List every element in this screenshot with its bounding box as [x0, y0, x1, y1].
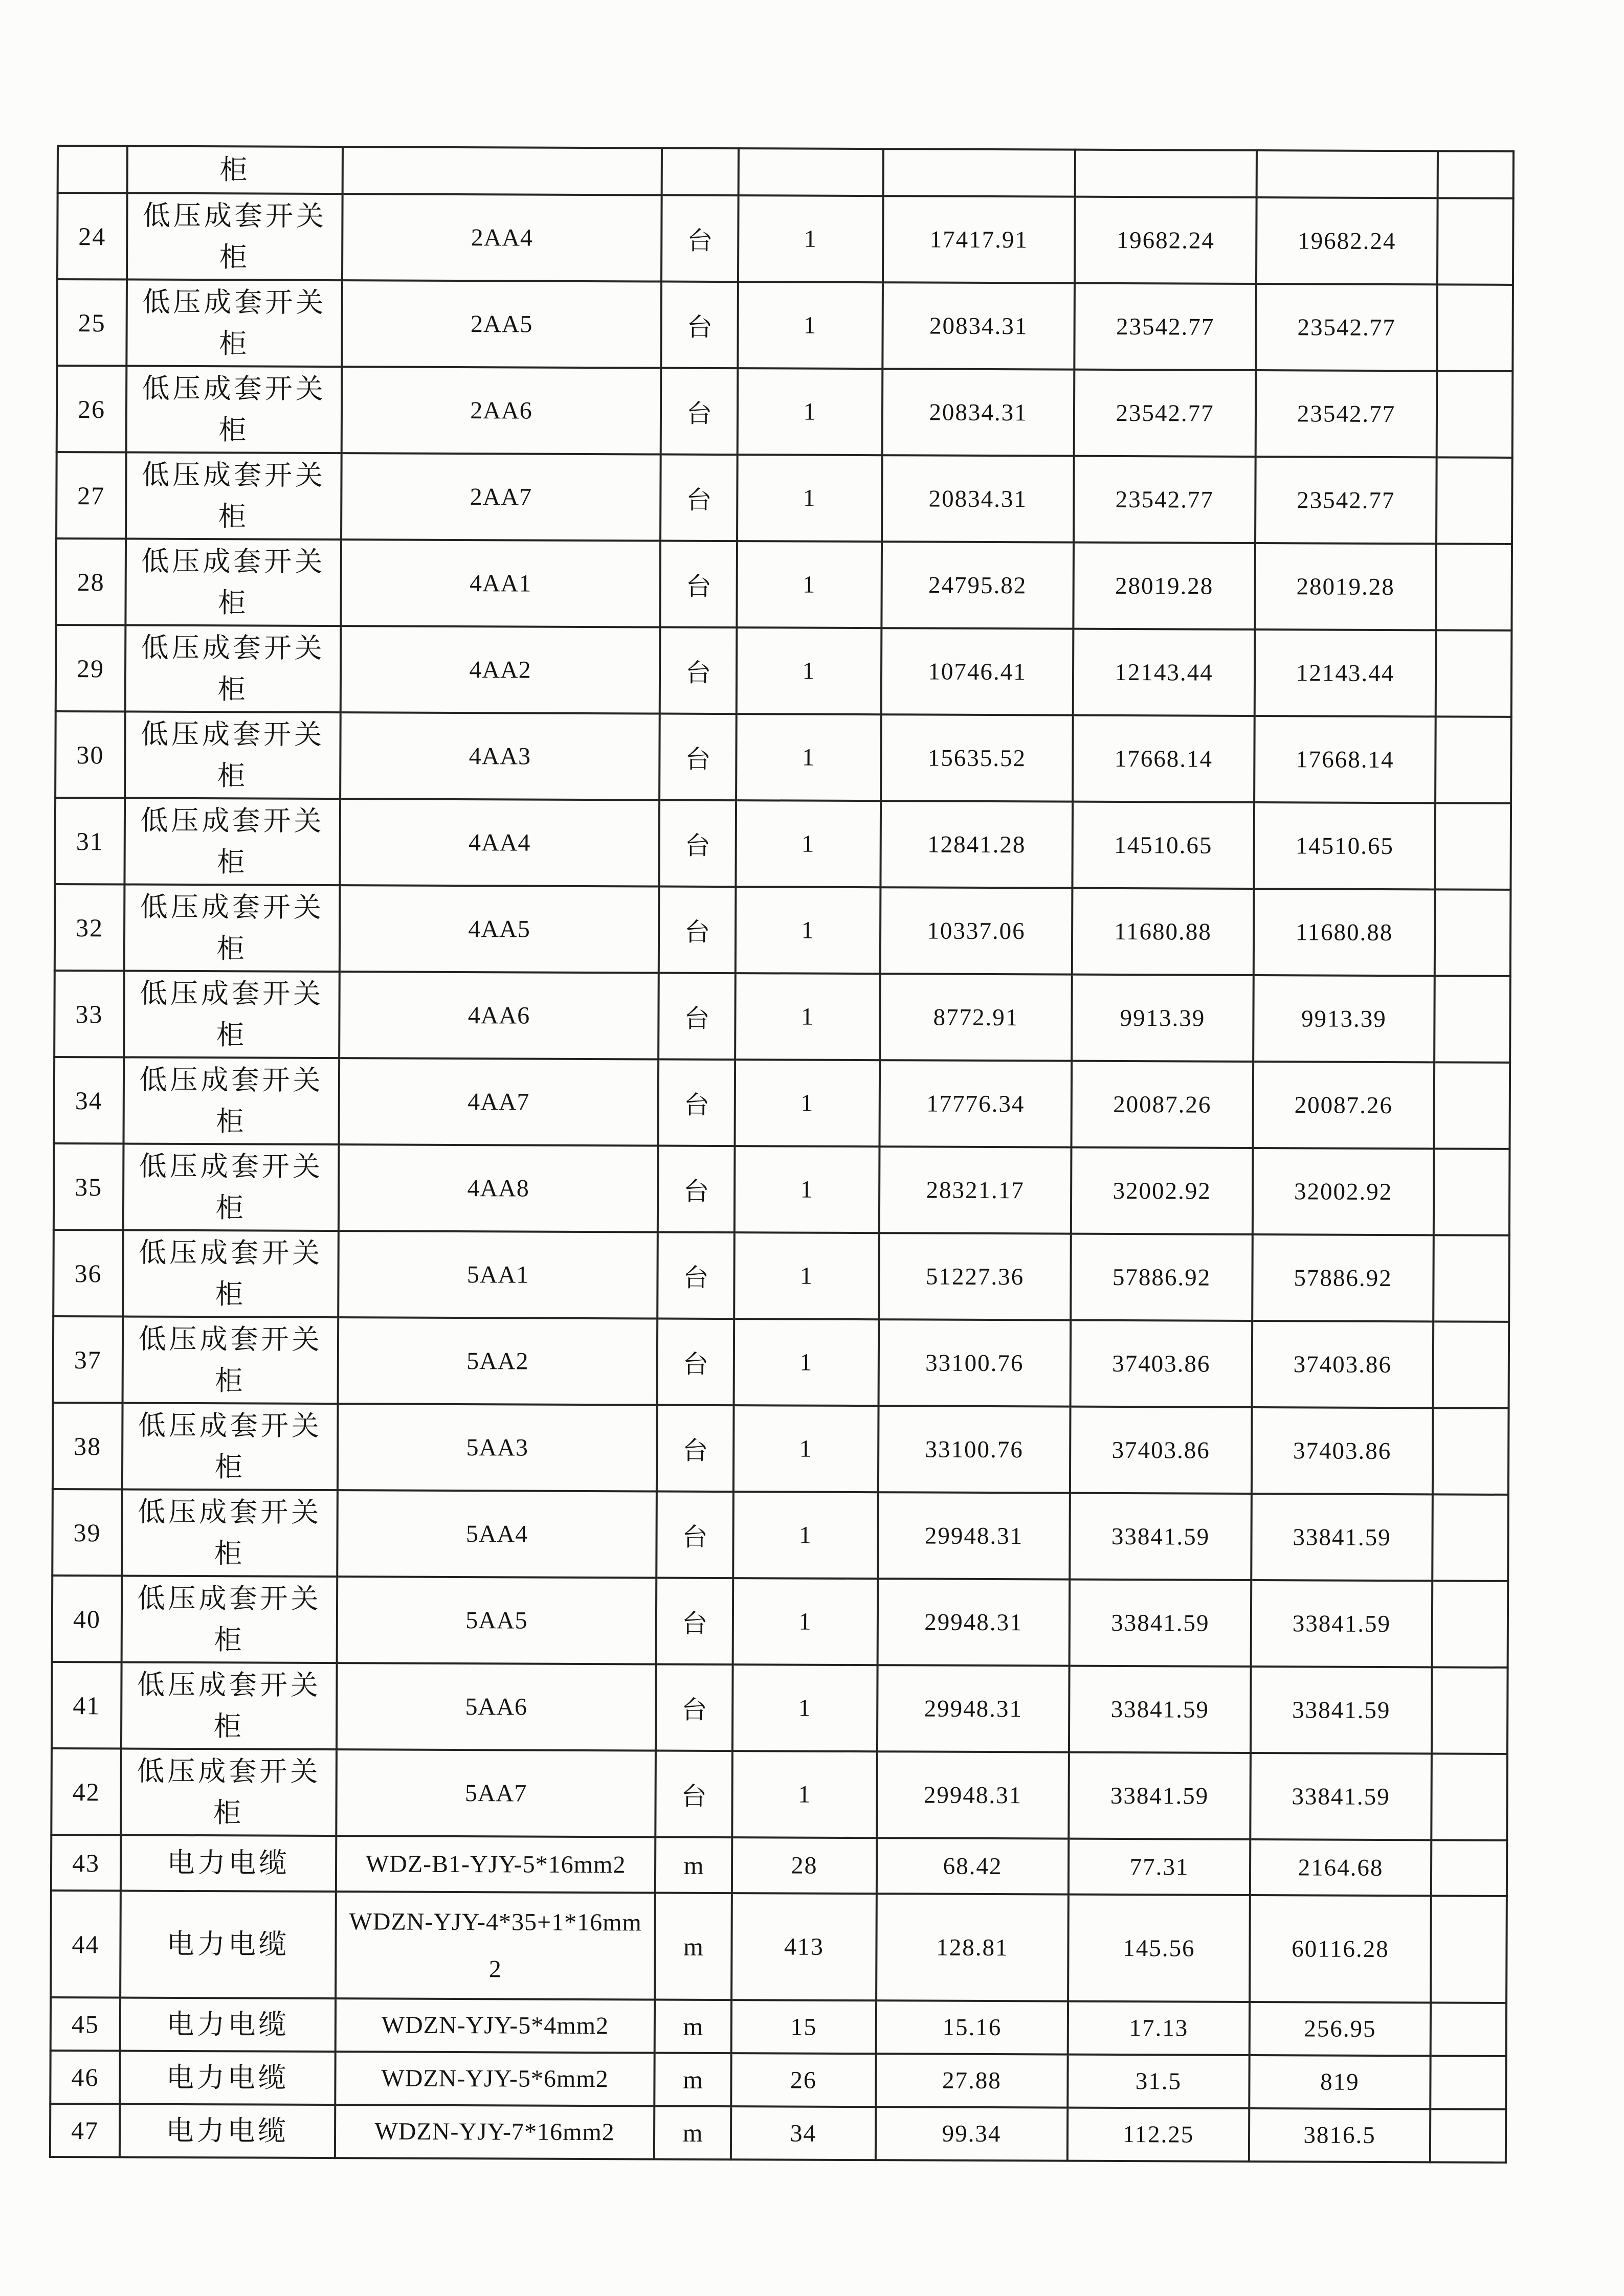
cell-unit-price: 128.81	[876, 1894, 1069, 2001]
cell-item-name: 低压成套开关 柜	[125, 712, 341, 799]
cell-unit-price: 24795.82	[881, 542, 1074, 628]
cell-amount: 3816.5	[1249, 2108, 1430, 2162]
cell-amount: 57886.92	[1252, 1234, 1434, 1321]
cell-seq: 37	[53, 1316, 123, 1403]
cell-price: 23542.77	[1074, 283, 1256, 370]
table-row	[55, 798, 1511, 890]
cell-model: 5AA5	[337, 1577, 657, 1664]
cell-seq: 46	[50, 2051, 120, 2104]
cell-qty: 1	[736, 714, 881, 801]
cell-seq: 39	[52, 1489, 122, 1576]
cell-unit: m	[655, 1893, 732, 2000]
cell-seq: 45	[51, 1997, 120, 2051]
cell-price: 23542.77	[1074, 456, 1256, 543]
cell-qty: 1	[735, 1060, 880, 1146]
cell-note	[1432, 1581, 1508, 1668]
cell-unit-price: 20834.31	[882, 369, 1075, 456]
table-row	[53, 1230, 1509, 1322]
cell-item-name: 低压成套开关 柜	[122, 1576, 338, 1663]
cell-seq: 24	[57, 193, 127, 280]
table-row	[50, 2051, 1506, 2109]
cell-qty: 1	[736, 800, 881, 887]
cell-item-name: 低压成套开关 柜	[123, 1317, 339, 1404]
cell-amount: 2164.68	[1250, 1839, 1431, 1896]
cell-item-name: 低压成套开关 柜	[126, 280, 342, 367]
cell-seq: 36	[53, 1230, 123, 1317]
cell-price	[1075, 150, 1257, 197]
cell-model: 5AA2	[338, 1317, 658, 1405]
cell-model: WDZN-YJY-4*35+1*16mm 2	[336, 1892, 655, 1999]
table-row	[51, 1835, 1507, 1896]
cell-amount: 12143.44	[1255, 629, 1436, 716]
cell-unit-price: 20834.31	[882, 455, 1074, 542]
cell-amount: 23542.77	[1256, 284, 1437, 371]
cell-unit-price: 68.42	[877, 1838, 1069, 1894]
cell-note	[1434, 1062, 1510, 1149]
table-row	[53, 1316, 1509, 1408]
cell-amount: 14510.65	[1254, 802, 1435, 889]
cell-unit: 台	[659, 887, 736, 974]
cell-amount: 37403.86	[1252, 1321, 1434, 1408]
cell-item-name: 低压成套开关 柜	[124, 1057, 340, 1145]
cell-unit: 台	[656, 1578, 733, 1665]
cell-seq: 28	[56, 538, 126, 625]
cell-price: 77.31	[1069, 1839, 1250, 1895]
cell-unit: m	[655, 1837, 732, 1894]
cell-qty: 26	[731, 2053, 876, 2107]
cell-seq: 25	[57, 279, 127, 366]
cell-seq: 26	[57, 366, 127, 453]
cell-note	[1437, 371, 1513, 458]
cell-model: 2AA5	[342, 280, 661, 368]
cell-qty: 1	[734, 1319, 879, 1406]
cell-unit-price: 17417.91	[883, 196, 1075, 283]
cell-note	[1434, 976, 1510, 1063]
cell-model: 5AA4	[337, 1490, 657, 1578]
table-row	[56, 452, 1512, 544]
cell-unit-price	[883, 149, 1075, 196]
boq-table	[49, 145, 1515, 2164]
cell-qty: 1	[735, 973, 880, 1060]
cell-amount	[1257, 150, 1438, 198]
table-row	[55, 711, 1511, 803]
boq-table-body	[50, 146, 1514, 2163]
cell-seq: 44	[51, 1890, 121, 1998]
table-row	[54, 971, 1510, 1063]
table-row	[50, 2104, 1506, 2163]
cell-unit-price: 99.34	[876, 2107, 1067, 2160]
table-row-carryover	[58, 146, 1514, 198]
cell-unit-price: 20834.31	[882, 282, 1075, 369]
cell-qty: 1	[738, 195, 883, 282]
cell-unit-price: 17776.34	[879, 1060, 1072, 1147]
cell-unit: 台	[655, 1751, 732, 1838]
table-row	[51, 1748, 1507, 1840]
cell-item-name: 低压成套开关 柜	[125, 625, 341, 713]
cell-amount: 23542.77	[1256, 370, 1437, 457]
cell-model: WDZ-B1-YJY-5*16mm2	[336, 1836, 655, 1893]
cell-unit: 台	[656, 1664, 733, 1751]
cell-amount: 33841.59	[1250, 1753, 1432, 1840]
cell-seq: 34	[54, 1057, 124, 1144]
cell-seq: 32	[55, 884, 125, 971]
cell-unit-price: 12841.28	[880, 801, 1073, 888]
cell-note	[1433, 1235, 1509, 1322]
cell-unit: 台	[657, 1232, 735, 1319]
cell-amount: 17668.14	[1254, 716, 1436, 803]
cell-note	[1437, 284, 1513, 371]
cell-qty: 1	[733, 1492, 878, 1579]
table-row	[54, 1143, 1510, 1235]
cell-model: 4AA4	[340, 799, 659, 886]
cell-note	[1432, 1667, 1508, 1754]
cell-item-name: 柜	[127, 146, 343, 194]
cell-note	[1431, 1840, 1507, 1896]
cell-item-name: 低压成套开关 柜	[122, 1490, 338, 1577]
cell-note	[1431, 1753, 1507, 1840]
cell-model: 4AA3	[340, 712, 660, 800]
cell-note	[1437, 198, 1514, 285]
cell-unit-price: 51227.36	[879, 1233, 1071, 1320]
cell-unit-price: 29948.31	[878, 1492, 1070, 1579]
cell-unit: 台	[661, 195, 739, 282]
cell-unit: 台	[660, 541, 737, 628]
cell-price: 17.13	[1068, 2001, 1250, 2055]
cell-price: 9913.39	[1072, 975, 1254, 1062]
cell-qty: 1	[733, 1578, 878, 1665]
cell-unit: 台	[661, 368, 738, 455]
cell-price: 17668.14	[1073, 715, 1255, 802]
cell-qty: 1	[737, 627, 882, 714]
cell-item-name: 低压成套开关 柜	[124, 798, 340, 886]
cell-item-name: 低压成套开关 柜	[121, 1662, 337, 1750]
table-row	[51, 1997, 1506, 2056]
cell-model: 4AA7	[339, 1058, 658, 1145]
cell-model: 5AA6	[337, 1663, 656, 1750]
cell-model	[343, 147, 662, 195]
cell-unit: m	[655, 2000, 731, 2054]
cell-item-name: 低压成套开关 柜	[122, 1403, 338, 1491]
cell-item-name: 电力电缆	[120, 2104, 335, 2158]
cell-seq: 30	[55, 711, 125, 798]
cell-item-name: 低压成套开关 柜	[125, 539, 341, 626]
cell-price: 37403.86	[1071, 1320, 1253, 1407]
cell-price: 19682.24	[1075, 197, 1257, 284]
cell-model: 4AA2	[341, 626, 660, 713]
cell-model: WDZN-YJY-5*6mm2	[335, 2052, 654, 2106]
cell-amount: 60116.28	[1250, 1895, 1431, 2002]
cell-amount: 256.95	[1250, 2002, 1431, 2056]
table-row	[57, 279, 1513, 371]
cell-unit	[662, 148, 739, 196]
cell-item-name: 低压成套开关 柜	[123, 1230, 339, 1318]
cell-price: 112.25	[1067, 2108, 1249, 2162]
cell-unit-price: 15635.52	[881, 714, 1073, 801]
cell-unit: 台	[657, 1405, 734, 1492]
cell-note	[1436, 630, 1512, 717]
cell-amount: 28019.28	[1255, 543, 1436, 630]
cell-amount: 33841.59	[1251, 1580, 1433, 1667]
cell-amount: 33841.59	[1251, 1494, 1433, 1581]
table-row	[52, 1662, 1508, 1754]
cell-price: 33841.59	[1069, 1666, 1251, 1753]
cell-seq: 43	[51, 1835, 121, 1891]
cell-unit: m	[654, 2106, 731, 2160]
cell-seq: 27	[56, 452, 126, 539]
cell-qty: 1	[737, 455, 882, 542]
cell-item-name: 低压成套开关 柜	[121, 1749, 337, 1836]
cell-unit: 台	[661, 282, 738, 369]
cell-note	[1431, 2002, 1506, 2056]
cell-note	[1433, 1321, 1509, 1408]
cell-seq: 31	[55, 798, 125, 885]
cell-qty: 1	[736, 887, 881, 974]
cell-unit-price: 10337.06	[880, 887, 1073, 974]
cell-price: 57886.92	[1071, 1234, 1253, 1321]
cell-note	[1436, 544, 1512, 631]
cell-price: 33841.59	[1070, 1580, 1252, 1667]
cell-unit-price: 29948.31	[878, 1579, 1070, 1665]
cell-note	[1430, 2109, 1506, 2163]
cell-model: 4AA6	[339, 972, 659, 1059]
cell-amount: 23542.77	[1255, 457, 1437, 544]
table-row	[56, 625, 1512, 717]
cell-unit-price: 15.16	[876, 2000, 1068, 2054]
cell-note	[1435, 889, 1511, 976]
cell-price: 11680.88	[1072, 888, 1254, 975]
cell-seq: 35	[54, 1143, 124, 1230]
cell-item-name: 低压成套开关 柜	[126, 453, 342, 540]
cell-item-name: 低压成套开关 柜	[126, 366, 342, 454]
cell-note	[1435, 803, 1511, 890]
cell-unit: 台	[660, 627, 737, 714]
cell-unit: 台	[658, 1060, 735, 1146]
cell-amount: 819	[1249, 2055, 1430, 2109]
cell-model: 2AA6	[342, 367, 661, 454]
cell-qty: 413	[731, 1893, 877, 2000]
cell-model: 5AA3	[338, 1404, 657, 1491]
cell-unit-price: 29948.31	[877, 1665, 1070, 1752]
cell-item-name: 电力电缆	[120, 2051, 335, 2105]
cell-price: 33841.59	[1069, 1752, 1251, 1839]
cell-price: 31.5	[1067, 2055, 1249, 2108]
cell-amount: 19682.24	[1256, 197, 1438, 284]
cell-price: 32002.92	[1071, 1147, 1253, 1234]
table-row	[53, 1403, 1509, 1495]
cell-price: 33841.59	[1070, 1493, 1252, 1580]
cell-note	[1438, 151, 1514, 198]
cell-qty: 28	[732, 1837, 877, 1894]
cell-unit: 台	[656, 1492, 733, 1579]
table-row	[52, 1489, 1508, 1581]
boq-table-wrap	[49, 145, 1515, 2164]
cell-qty: 15	[731, 2000, 876, 2054]
cell-seq: 29	[56, 625, 126, 712]
table-row	[57, 193, 1514, 285]
cell-model: 4AA8	[339, 1144, 658, 1232]
cell-item-name: 电力电缆	[120, 1891, 336, 1999]
table-row	[52, 1575, 1508, 1668]
cell-qty: 1	[735, 1146, 880, 1233]
cell-model: 2AA7	[341, 453, 661, 541]
cell-amount: 11680.88	[1254, 889, 1435, 976]
cell-unit: 台	[659, 714, 737, 801]
table-row	[51, 1890, 1507, 2003]
cell-qty: 1	[732, 1751, 877, 1838]
cell-unit: 台	[658, 1146, 735, 1233]
cell-model: 2AA4	[342, 194, 662, 281]
cell-seq: 33	[54, 971, 124, 1057]
cell-price: 23542.77	[1074, 370, 1256, 457]
cell-note	[1432, 1494, 1508, 1581]
cell-item-name: 电力电缆	[121, 1835, 336, 1892]
cell-qty: 1	[734, 1232, 879, 1319]
cell-price: 28019.28	[1073, 543, 1255, 629]
cell-qty: 1	[737, 541, 882, 628]
cell-model: WDZN-YJY-7*16mm2	[335, 2105, 654, 2159]
cell-qty: 1	[733, 1405, 879, 1492]
cell-price: 37403.86	[1070, 1407, 1252, 1494]
cell-amount: 9913.39	[1253, 975, 1435, 1062]
cell-unit: 台	[660, 455, 738, 542]
cell-item-name: 低压成套开关 柜	[127, 193, 343, 281]
cell-seq: 47	[50, 2104, 120, 2157]
cell-item-name: 低压成套开关 柜	[123, 1144, 339, 1231]
cell-qty: 1	[732, 1664, 878, 1751]
table-row	[55, 884, 1511, 976]
cell-model: 5AA1	[338, 1231, 658, 1318]
cell-amount: 37403.86	[1252, 1407, 1433, 1494]
cell-amount: 20087.26	[1253, 1062, 1434, 1149]
cell-item-name: 电力电缆	[120, 1998, 336, 2052]
cell-unit: 台	[657, 1319, 735, 1406]
cell-unit: 台	[658, 973, 736, 1060]
cell-item-name: 低压成套开关 柜	[124, 885, 340, 972]
cell-note	[1435, 716, 1511, 803]
cell-unit-price: 10746.41	[881, 628, 1074, 715]
cell-price: 20087.26	[1071, 1061, 1253, 1148]
cell-unit-price: 8772.91	[880, 974, 1072, 1061]
cell-unit: 台	[659, 800, 736, 887]
cell-unit: m	[654, 2053, 731, 2107]
cell-price: 14510.65	[1072, 802, 1254, 889]
cell-seq: 38	[53, 1403, 123, 1490]
cell-item-name: 低压成套开关 柜	[124, 971, 340, 1059]
table-row	[54, 1057, 1510, 1149]
cell-qty: 1	[738, 282, 883, 369]
cell-qty: 1	[738, 368, 883, 455]
cell-model: 5AA7	[336, 1749, 656, 1837]
cell-note	[1434, 1149, 1510, 1235]
cell-seq	[58, 146, 127, 193]
cell-note	[1430, 2056, 1506, 2109]
cell-unit-price: 33100.76	[879, 1319, 1071, 1406]
table-row	[57, 366, 1513, 458]
cell-note	[1433, 1408, 1509, 1495]
cell-seq: 40	[52, 1575, 122, 1662]
cell-unit-price: 33100.76	[878, 1406, 1071, 1493]
cell-amount: 32002.92	[1253, 1148, 1434, 1235]
cell-seq: 41	[52, 1662, 122, 1749]
cell-unit-price: 27.88	[876, 2054, 1067, 2107]
cell-note	[1431, 1896, 1507, 2003]
table-row	[56, 538, 1512, 631]
cell-note	[1436, 457, 1512, 544]
cell-price: 12143.44	[1073, 629, 1255, 716]
cell-model: 4AA1	[341, 539, 660, 627]
cell-unit-price: 29948.31	[877, 1751, 1069, 1838]
cell-price: 145.56	[1068, 1895, 1250, 2002]
cell-model: WDZN-YJY-5*4mm2	[336, 1998, 655, 2053]
cell-qty	[739, 148, 883, 196]
cell-unit-price: 28321.17	[879, 1146, 1072, 1233]
cell-qty: 34	[731, 2106, 876, 2160]
cell-amount: 33841.59	[1251, 1667, 1432, 1753]
cell-model: 4AA5	[340, 885, 659, 973]
cell-seq: 42	[51, 1748, 121, 1835]
